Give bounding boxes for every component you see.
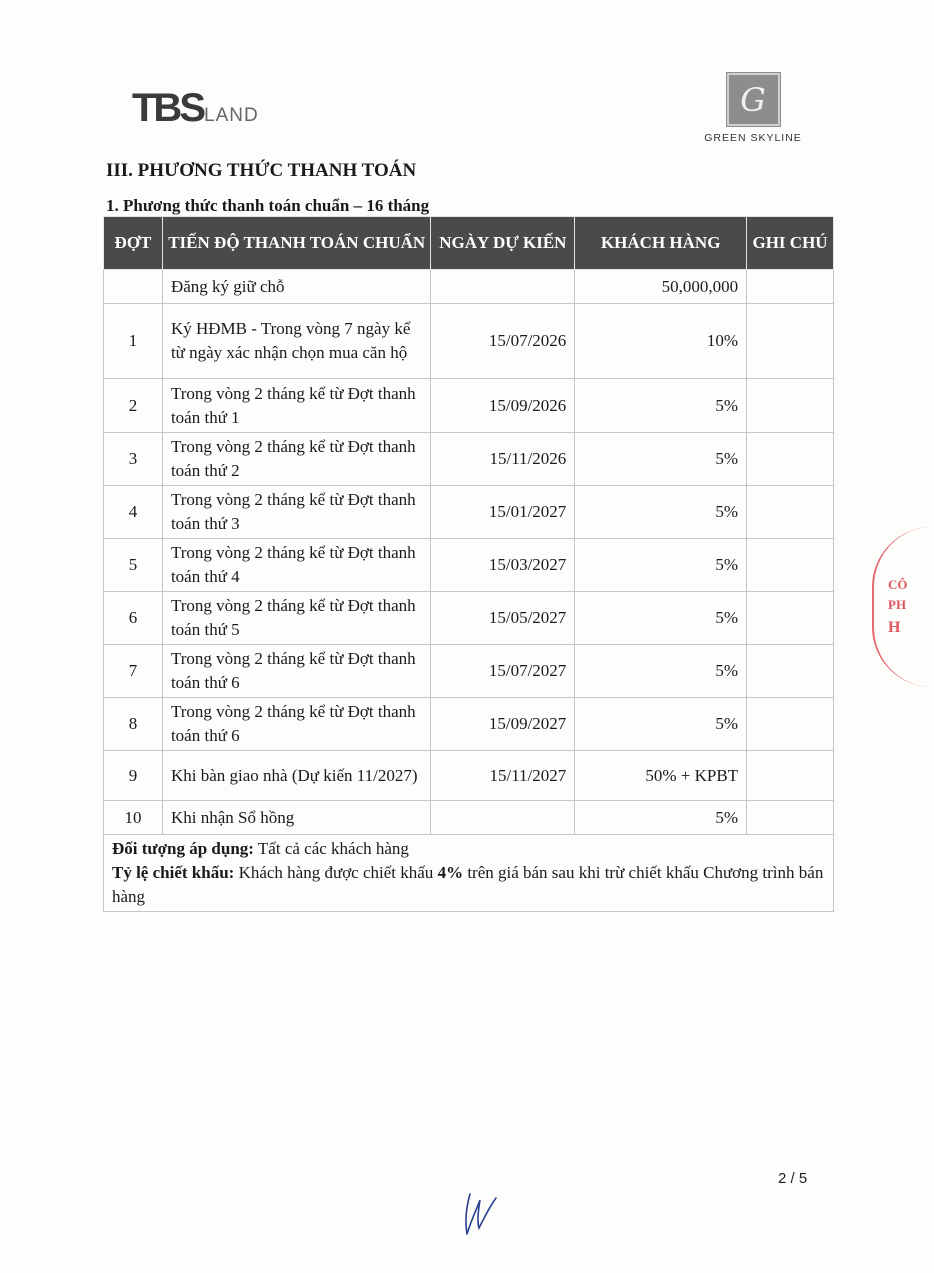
applies-line — [112, 837, 825, 861]
schedule-cell: Trong vòng 2 tháng kể từ Đợt thanh toán thứ 6 — [162, 698, 430, 751]
period-cell: 10 — [104, 801, 163, 835]
col-header-date: NGÀY DỰ KIẾN — [431, 217, 575, 270]
logo-suffix-text: LAND — [204, 105, 259, 126]
period-cell — [104, 270, 163, 304]
tbs-land-logo — [132, 86, 259, 131]
date-cell: 15/03/2027 — [431, 539, 575, 592]
schedule-cell: Đăng ký giữ chỗ — [162, 270, 430, 304]
date-cell: 15/09/2026 — [431, 379, 575, 433]
page-number: 2 / 5 — [778, 1170, 808, 1187]
note-cell — [747, 801, 834, 835]
discount-line — [112, 861, 825, 909]
table-row — [104, 433, 834, 486]
schedule-cell: Trong vòng 2 tháng kể từ Đợt thanh toán thứ 6 — [162, 645, 430, 698]
schedule-cell: Trong vòng 2 tháng kể từ Đợt thanh toán thứ 2 — [162, 433, 430, 486]
amount-cell: 5% — [575, 539, 747, 592]
discount-label: Tỷ lệ chiết khấu: — [112, 863, 235, 882]
period-cell: 6 — [104, 592, 163, 645]
table-row — [104, 270, 834, 304]
stamp-text: PH — [888, 597, 907, 612]
note-cell — [747, 270, 834, 304]
note-cell — [747, 751, 834, 801]
schedule-cell: Trong vòng 2 tháng kể từ Đợt thanh toán thứ 4 — [162, 539, 430, 592]
date-cell: 15/01/2027 — [431, 486, 575, 539]
col-header-customer: KHÁCH HÀNG — [575, 217, 747, 270]
monogram-icon: G — [727, 73, 780, 126]
amount-cell: 10% — [575, 304, 747, 379]
stamp-text: H — [888, 619, 901, 636]
subsection-title: 1. Phương thức thanh toán chuẩn – 16 tháng — [106, 196, 430, 215]
applies-label: Đối tượng áp dụng: — [112, 839, 254, 858]
date-cell: 15/09/2027 — [431, 698, 575, 751]
col-header-schedule: TIẾN ĐỘ THANH TOÁN CHUẨN — [162, 217, 430, 270]
logo-main-text: TBS — [132, 86, 203, 130]
section-title: III. PHƯƠNG THỨC THANH TOÁN — [106, 160, 417, 181]
date-cell: 15/07/2026 — [431, 304, 575, 379]
date-cell — [431, 801, 575, 835]
schedule-cell: Khi nhận Sổ hồng — [162, 801, 430, 835]
amount-cell: 5% — [575, 801, 747, 835]
date-cell: 15/05/2027 — [431, 592, 575, 645]
period-cell: 7 — [104, 645, 163, 698]
table-row — [104, 486, 834, 539]
table-row — [104, 304, 834, 379]
period-cell: 5 — [104, 539, 163, 592]
note-cell — [747, 486, 834, 539]
date-cell — [431, 270, 575, 304]
payment-schedule-table — [103, 216, 834, 912]
table-row — [104, 592, 834, 645]
company-stamp — [872, 527, 934, 687]
schedule-cell: Trong vòng 2 tháng kể từ Đợt thanh toán thứ 1 — [162, 379, 430, 433]
stamp-text: CÔ — [888, 577, 908, 592]
table-row — [104, 379, 834, 433]
period-cell: 8 — [104, 698, 163, 751]
amount-cell: 5% — [575, 433, 747, 486]
signature-icon — [462, 1188, 502, 1240]
note-cell — [747, 645, 834, 698]
amount-cell: 50% + KPBT — [575, 751, 747, 801]
schedule-cell: Trong vòng 2 tháng kể từ Đợt thanh toán thứ 5 — [162, 592, 430, 645]
amount-cell: 5% — [575, 486, 747, 539]
note-cell — [747, 592, 834, 645]
note-cell — [747, 304, 834, 379]
note-cell — [747, 433, 834, 486]
period-cell: 9 — [104, 751, 163, 801]
amount-cell: 50,000,000 — [575, 270, 747, 304]
schedule-cell: Ký HĐMB - Trong vòng 7 ngày kể từ ngày xác nhận chọn mua căn hộ — [162, 304, 430, 379]
table-row — [104, 539, 834, 592]
note-cell — [747, 379, 834, 433]
amount-cell: 5% — [575, 645, 747, 698]
period-cell: 1 — [104, 304, 163, 379]
note-cell — [747, 539, 834, 592]
note-cell — [747, 698, 834, 751]
schedule-cell: Khi bàn giao nhà (Dự kiến 11/2027) — [162, 751, 430, 801]
date-cell: 15/11/2027 — [431, 751, 575, 801]
footnote-row — [104, 835, 834, 912]
col-header-period: ĐỢT — [104, 217, 163, 270]
discount-text-pre: Khách hàng được chiết khấu — [234, 863, 438, 882]
discount-text-post: trên giá bán sau khi trừ chiết khấu Chương trình bán hàng — [112, 863, 824, 906]
period-cell: 3 — [104, 433, 163, 486]
period-cell: 4 — [104, 486, 163, 539]
table-row — [104, 751, 834, 801]
table-header-row — [104, 217, 834, 270]
period-cell: 2 — [104, 379, 163, 433]
amount-cell: 5% — [575, 592, 747, 645]
logo-name: GREEN SKYLINE — [704, 132, 802, 144]
table-row — [104, 698, 834, 751]
table-row — [104, 645, 834, 698]
applies-value: Tất cả các khách hàng — [253, 839, 409, 858]
discount-percent: 4% — [437, 863, 464, 882]
col-header-note: GHI CHÚ — [747, 217, 834, 270]
date-cell: 15/11/2026 — [431, 433, 575, 486]
footnote-cell — [104, 835, 834, 912]
table-row — [104, 801, 834, 835]
date-cell: 15/07/2027 — [431, 645, 575, 698]
schedule-cell: Trong vòng 2 tháng kể từ Đợt thanh toán thứ 3 — [162, 486, 430, 539]
amount-cell: 5% — [575, 379, 747, 433]
green-skyline-logo — [703, 73, 803, 144]
amount-cell: 5% — [575, 698, 747, 751]
